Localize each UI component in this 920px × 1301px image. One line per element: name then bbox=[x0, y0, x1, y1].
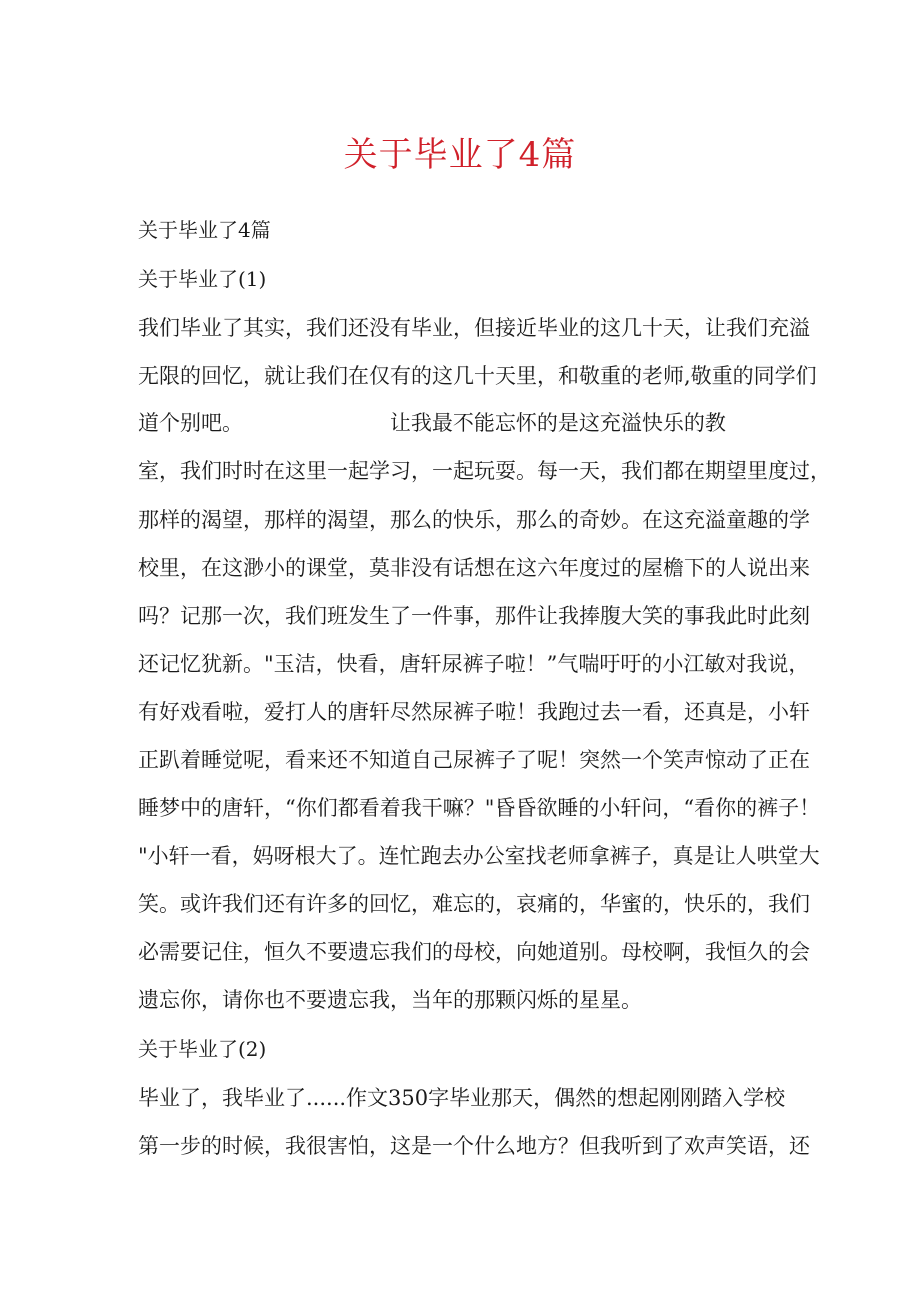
paragraph-line: 还记忆犹新。"玉洁，快看，唐轩尿裤子啦！”气喘吁吁的小江敏对我说， bbox=[138, 652, 810, 676]
paragraph-line: 那样的渴望，那样的渴望，那么的快乐，那么的奇妙。在这充溢童趣的学 bbox=[138, 508, 810, 532]
paragraph-line: "小轩一看，妈呀根大了。连忙跑去办公室找老师拿裤子，真是让人哄堂大 bbox=[138, 844, 820, 868]
paragraph-line: 遗忘你，请你也不要遗忘我，当年的那颗闪烁的星星。 bbox=[138, 988, 642, 1012]
subtitle: 关于毕业了4篇 bbox=[138, 218, 271, 242]
paragraph-line: 道个别吧。 让我最不能忘怀的是这充溢快乐的教 bbox=[138, 411, 726, 435]
section-heading-2: 关于毕业了(2) bbox=[138, 1037, 267, 1061]
paragraph-line: 我们毕业了其实，我们还没有毕业，但接近毕业的这几十天，让我们充溢 bbox=[138, 316, 810, 340]
paragraph-line: 睡梦中的唐轩，“你们都看着我干嘛？"昏昏欲睡的小轩问，“看你的裤子！ bbox=[138, 796, 821, 820]
paragraph-line: 第一步的时候，我很害怕，这是一个什么地方？但我听到了欢声笑语，还 bbox=[138, 1134, 810, 1158]
paragraph-line: 必需要记住，恒久不要遗忘我们的母校，向她道别。母校啊，我恒久的会 bbox=[138, 940, 810, 964]
paragraph-line: 无限的回忆，就让我们在仅有的这几十天里，和敬重的老师,敬重的同学们 bbox=[138, 364, 817, 388]
paragraph-line: 笑。或许我们还有许多的回忆，难忘的，哀痛的，华蜜的，快乐的，我们 bbox=[138, 892, 810, 916]
paragraph-line: 吗？记那一次，我们班发生了一件事，那件让我捧腹大笑的事我此时此刻 bbox=[138, 604, 810, 628]
paragraph-line: 有好戏看啦，爱打人的唐轩尽然尿裤子啦！我跑过去一看，还真是，小轩 bbox=[138, 700, 810, 724]
paragraph-line: 正趴着睡觉呢，看来还不知道自己尿裤子了呢！突然一个笑声惊动了正在 bbox=[138, 748, 810, 772]
paragraph-line: 室，我们时时在这里一起学习，一起玩耍。每一天，我们都在期望里度过， bbox=[138, 459, 831, 483]
document-title: 关于毕业了4篇 bbox=[343, 135, 577, 175]
paragraph-line: 校里，在这渺小的课堂，莫非没有话想在这六年度过的屋檐下的人说出来 bbox=[138, 556, 810, 580]
section-heading-1: 关于毕业了(1) bbox=[138, 267, 267, 291]
paragraph-line: 毕业了，我毕业了......作文350字毕业那天，偶然的想起刚刚踏入学校 bbox=[138, 1086, 786, 1110]
